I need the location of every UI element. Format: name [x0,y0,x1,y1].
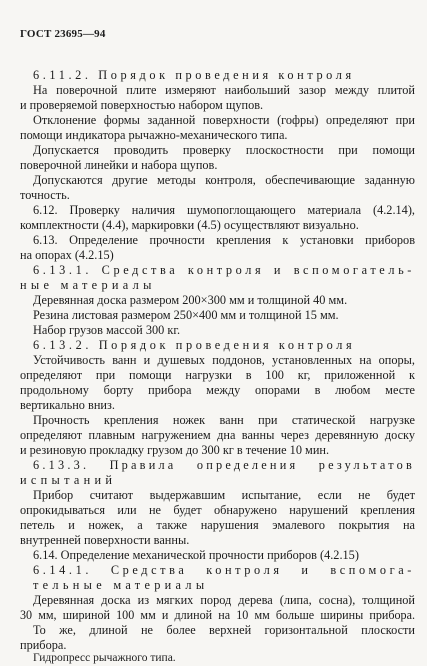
text-line: Прочность крепления ножек ванн при статической нагрузке [33,413,415,427]
text-line: Допускается проводить проверку плоскостности при помощи [33,143,415,157]
document-page [20,0,415,666]
text-line: Резина листовая размером 250×400 мм и толщиной 15 мм. [33,308,339,322]
text-line: точность. [20,188,70,202]
text-line: Набор грузов массой 300 кг. [33,323,181,337]
text-line: 30 мм, шириной 100 мм и длиной на 10 мм больше ширины прибора. [20,608,415,622]
text-line: помощи индикатора рычажно-механического типа. [20,128,288,142]
text-line: Деревянная доска из мягких пород дерева (липа, сосна), толщиной [33,593,415,607]
heading-6-14-1: 6.14.1. Средства контроля и вспомога- [33,563,415,577]
text-line: вертикально вниз. [20,398,115,412]
heading-6-13-3: 6.13.3. Правила определения результатов [33,458,415,472]
heading-6-13-1: 6.13.1. Средства контроля и вспомогатель- [33,263,415,277]
text-line: Устойчивость ванн и душевых поддонов, установленных на опоры, [33,353,415,367]
heading-6-13-cont: на опорах (4.2.15) [20,248,114,262]
text-line: Допускаются другие методы контроля, обеспечивающие заданную [33,173,415,187]
text-line: 6.12. Проверку наличия шумопоглощающего материала (4.2.14), [33,203,415,217]
text-line: петель и ножек, а также нарушения эмалевого покрытия на [20,518,415,532]
heading-6-11-2: 6.11.2. Порядок проведения контроля [33,68,355,82]
heading-6-13-1-cont: ные материалы [20,278,156,292]
text-line: На поверочной плите измеряют наибольший зазор между плитой [33,83,415,97]
heading-6-13-2: 6.13.2. Порядок проведения контроля [33,338,356,352]
text-line: Прибор считают выдержавшим испытание, если не будет [33,488,415,502]
heading-6-14-1-cont: тельные материалы [33,578,209,592]
heading-6-13-3-cont: испытаний [20,473,117,487]
text-line: и резиновую прокладку грузом до 300 кг в течение 10 мин. [20,443,330,457]
text-line: продольному борту прибора между опорами в любом месте [20,383,415,397]
heading-6-13: 6.13. Определение прочности крепления к установки приборов [33,233,415,247]
text-line: комплектности (4.4), маркировки (4.5) осуществляют визуально. [20,218,359,232]
page-header: ГОСТ 23695—94 [20,28,106,40]
text-line: Отклонение формы заданной поверхности (гофры) определяют при [33,113,415,127]
text-line: опрокидываться или не будет обнаружено нарушений крепления [20,503,415,517]
text-line: прибора. [20,638,67,652]
text-line: и проверяемой поверхностью набором щупов. [20,98,264,112]
text-line: поверочной линейки и набора щупов. [20,158,218,172]
text-line: внутренней поверхности ванны. [20,533,190,547]
text-line: определяют плавным нагружением дна ванны через деревянную доску [20,428,415,442]
text-line: определяют при помощи нагрузки в 100 кг, приложенной к [20,368,415,382]
text-line: То же, длиной не более верхней горизонтальной плоскости [33,623,415,637]
heading-6-14: 6.14. Определение механической прочности приборов (4.2.15) [33,548,359,562]
text-line: Гидропресс рычажного типа. [33,652,176,664]
text-line: Деревянная доска размером 200×300 мм и толщиной 40 мм. [33,293,348,307]
